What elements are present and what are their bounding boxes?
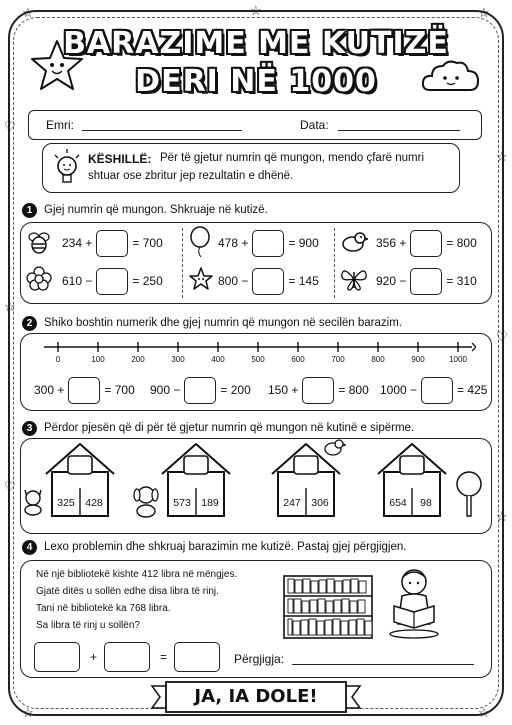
house-part-b: 98 — [420, 497, 432, 509]
answer-box[interactable] — [252, 268, 284, 295]
house-part-b: 306 — [311, 497, 329, 509]
title-line-2: DERI NË 1000 — [135, 64, 377, 99]
equation-left: 300 + — [34, 383, 65, 397]
equation-left: 234 + — [62, 236, 93, 250]
star-deco-icon: ☆ — [250, 3, 262, 18]
section-4-instruction: Lexo problemin dhe shkruaj barazimin me kutizë. Pastaj gjej përgjigjen. — [44, 541, 407, 553]
equation-row — [150, 376, 251, 404]
tip-text-line-1: Për të gjetur numrin që mungon, mendo çfarë numri — [160, 152, 424, 164]
child-reading-icon — [384, 566, 442, 640]
answer-box[interactable] — [174, 642, 220, 672]
answer-box[interactable] — [410, 230, 442, 257]
title-line-1: BARAZIME ME KUTIZË — [63, 26, 449, 61]
tree-icon — [454, 470, 484, 518]
equation-left: 800 − — [218, 274, 249, 288]
dog-icon — [132, 484, 160, 518]
equation-left: 478 + — [218, 236, 249, 250]
name-date-row — [28, 110, 482, 140]
answer-box[interactable] — [252, 230, 284, 257]
section-3-number: 3 — [22, 421, 37, 436]
story-line: Në një bibliotekë kishte 412 libra në mëngjes. — [36, 569, 238, 580]
bookshelf-icon — [282, 574, 374, 640]
equation-left: 900 − — [150, 383, 181, 397]
equation-left: 1000 − — [380, 383, 418, 397]
equation-right: = 800 — [446, 236, 477, 250]
equation-right: = 310 — [446, 274, 477, 288]
story-line: Sa libra të rinj u sollën? — [36, 620, 140, 631]
answer-label: Përgjigja: — [234, 652, 285, 666]
number-line-tick-label: 300 — [171, 355, 185, 364]
divider — [334, 228, 335, 298]
answer-box[interactable] — [410, 268, 442, 295]
heart-deco-icon: ♡ — [4, 119, 16, 134]
number-line-tick-label: 400 — [211, 355, 225, 364]
tip-box — [42, 143, 460, 193]
house-part-a: 325 — [57, 497, 75, 509]
bird-icon — [322, 436, 346, 458]
answer-line[interactable] — [292, 664, 474, 665]
name-field[interactable] — [82, 130, 242, 131]
banner-text: JA, IA DOLE! — [194, 686, 318, 707]
answer-box[interactable] — [421, 377, 453, 404]
house-part-a: 654 — [389, 497, 407, 509]
number-line-tick-label: 100 — [91, 355, 105, 364]
equation-row — [268, 376, 369, 404]
star-deco-icon: ☆ — [478, 5, 490, 20]
plus-sign: + — [90, 650, 98, 664]
star-deco-icon: ☆ — [22, 705, 34, 720]
number-line-tick-label: 0 — [55, 355, 61, 364]
star-deco-icon: ☆ — [496, 509, 508, 524]
equation-right: = 250 — [132, 274, 163, 288]
equation-right: = 425 — [457, 383, 488, 397]
answer-box[interactable] — [104, 642, 150, 672]
story-line: Gjatë ditës u sollën edhe disa libra të rinj. — [36, 586, 219, 597]
heart-deco-icon: ♡ — [496, 329, 508, 344]
equation-right: = 700 — [104, 383, 135, 397]
equation-row — [380, 376, 487, 404]
star-deco-icon: ☆ — [496, 149, 508, 164]
house-part-b: 428 — [85, 497, 103, 509]
house-part-b: 189 — [201, 497, 219, 509]
equals-sign: = — [160, 650, 168, 664]
section-4-number: 4 — [22, 540, 37, 555]
bee-icon — [26, 229, 52, 255]
answer-box[interactable] — [184, 377, 216, 404]
equation-row — [376, 267, 477, 295]
section-2-number: 2 — [22, 316, 37, 331]
number-line-tick-label: 900 — [411, 355, 425, 364]
cat-icon — [20, 486, 46, 516]
answer-box[interactable] — [68, 377, 100, 404]
balloon-icon — [188, 226, 212, 258]
equation-row — [34, 376, 135, 404]
answer-box[interactable] — [96, 230, 128, 257]
equation-row — [62, 229, 163, 257]
house-part-a: 573 — [173, 497, 191, 509]
section-1-number: 1 — [22, 203, 37, 218]
equation-row — [218, 267, 319, 295]
equation-right: = 900 — [288, 236, 319, 250]
number-line-tick-label: 600 — [291, 355, 305, 364]
star-deco-icon: ☆ — [4, 299, 16, 314]
lightbulb-icon — [52, 148, 82, 188]
date-label: Data: — [300, 118, 329, 132]
equation-right: = 145 — [288, 274, 319, 288]
equation-row — [376, 229, 477, 257]
tip-label: KËSHILLË: — [88, 152, 152, 166]
divider — [182, 228, 183, 298]
number-line-tick-label: 200 — [131, 355, 145, 364]
equation-left: 150 + — [268, 383, 299, 397]
equation-right: = 700 — [132, 236, 163, 250]
story-line: Tani në bibliotekë ka 768 libra. — [36, 603, 171, 614]
equation-row — [62, 267, 163, 295]
house-part-a: 247 — [283, 497, 301, 509]
section-3-instruction: Përdor pjesën që di për të gjetur numrin që mungon në kutinë e sipërme. — [44, 422, 415, 434]
answer-box[interactable] — [34, 642, 80, 672]
section-2-instruction: Shiko boshtin numerik dhe gjej numrin që mungon në secilën barazim. — [44, 317, 402, 329]
equation-left: 610 − — [62, 274, 93, 288]
star-deco-icon: ☆ — [22, 5, 34, 20]
equation-left: 356 + — [376, 236, 407, 250]
tip-text-line-2: shtuar ose zbritur jep rezultatin e dhënë. — [88, 170, 294, 182]
bird-icon — [340, 229, 368, 255]
section-1-instruction: Gjej numrin që mungon. Shkruaje në kutizë. — [44, 204, 268, 216]
star-deco-icon: ☆ — [478, 705, 490, 720]
flower-icon — [26, 266, 52, 292]
date-field[interactable] — [338, 130, 460, 131]
smiling-cloud-icon — [420, 58, 482, 94]
equation-right: = 800 — [338, 383, 369, 397]
star-icon — [188, 266, 214, 292]
name-label: Emri: — [46, 118, 74, 132]
butterfly-icon — [340, 266, 368, 292]
number-line-tick-label: 500 — [251, 355, 265, 364]
number-line-tick-label: 700 — [331, 355, 345, 364]
number-line-tick-label: 800 — [371, 355, 385, 364]
number-line-tick-label: 1000 — [449, 355, 467, 364]
smiling-star-icon — [28, 38, 86, 94]
equation-row — [218, 229, 319, 257]
answer-box[interactable] — [96, 268, 128, 295]
answer-box[interactable] — [302, 377, 334, 404]
equation-left: 920 − — [376, 274, 407, 288]
heart-deco-icon: ♡ — [4, 479, 16, 494]
equation-right: = 200 — [220, 383, 251, 397]
